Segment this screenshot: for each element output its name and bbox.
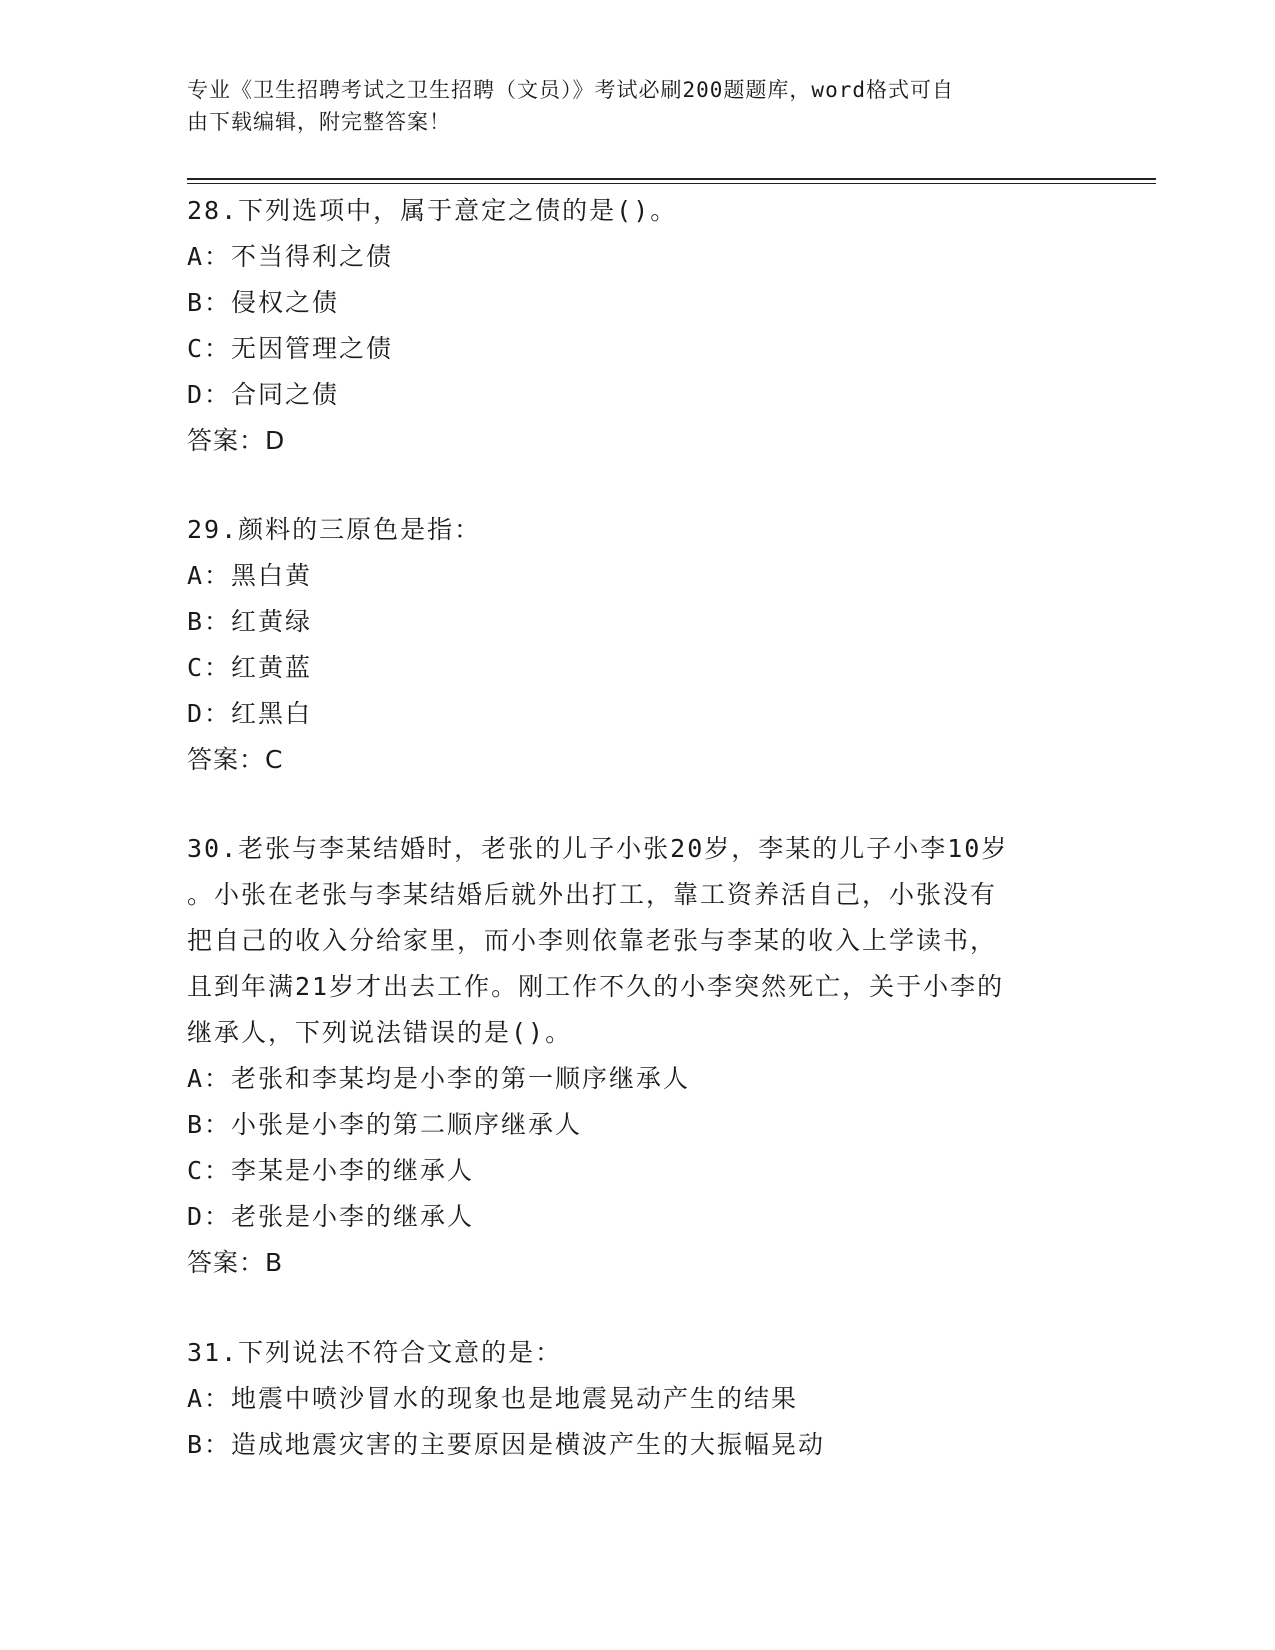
question-stem-line: 且到年满21岁才出去工作。刚工作不久的小李突然死亡，关于小李的 xyxy=(187,972,1005,1001)
option-b: B：侵权之债 xyxy=(187,288,340,317)
question-stem-line: 继承人，下列说法错误的是()。 xyxy=(187,1018,573,1047)
option-a: A：黑白黄 xyxy=(187,561,313,590)
header-line-1: 专业《卫生招聘考试之卫生招聘（文员）》考试必刷200题题库，word格式可自 xyxy=(187,78,954,102)
answer-label: 答案：B xyxy=(187,1248,284,1277)
question-stem-line: 30.老张与李某结婚时，老张的儿子小张20岁，李某的儿子小李10岁 xyxy=(187,834,1009,863)
question-29 xyxy=(187,507,1087,783)
question-stem: 29.颜料的三原色是指： xyxy=(187,515,482,544)
option-b: B：造成地震灾害的主要原因是横波产生的大振幅晃动 xyxy=(187,1430,826,1459)
header-divider-thin xyxy=(187,183,1156,184)
option-b: B：红黄绿 xyxy=(187,607,313,636)
option-c: C：李某是小李的继承人 xyxy=(187,1156,475,1185)
option-c: C：红黄蓝 xyxy=(187,653,313,682)
header-divider-thick xyxy=(187,178,1156,180)
header-line-2: 由下载编辑，附完整答案！ xyxy=(187,110,451,134)
option-d: D：老张是小李的继承人 xyxy=(187,1202,475,1231)
answer-label: 答案：C xyxy=(187,745,284,774)
option-d: D：红黑白 xyxy=(187,699,313,728)
question-stem xyxy=(187,826,1087,1056)
option-b: B：小张是小李的第二顺序继承人 xyxy=(187,1110,583,1139)
question-28 xyxy=(187,188,1087,464)
option-d: D：合同之债 xyxy=(187,380,340,409)
document-header xyxy=(187,74,1067,138)
question-stem: 28.下列选项中，属于意定之债的是()。 xyxy=(187,196,678,225)
question-31 xyxy=(187,1330,1087,1468)
question-stem: 31.下列说法不符合文意的是： xyxy=(187,1338,563,1367)
question-stem-line: 。小张在老张与李某结婚后就外出打工，靠工资养活自己，小张没有 xyxy=(187,880,998,909)
option-a: A：地震中喷沙冒水的现象也是地震晃动产生的结果 xyxy=(187,1384,799,1413)
question-stem-line: 把自己的收入分给家里，而小李则依靠老张与李某的收入上学读书， xyxy=(187,926,998,955)
question-30 xyxy=(187,826,1087,1286)
option-a: A：不当得利之债 xyxy=(187,242,394,271)
option-c: C：无因管理之债 xyxy=(187,334,394,363)
option-a: A：老张和李某均是小李的第一顺序继承人 xyxy=(187,1064,691,1093)
answer-label: 答案：D xyxy=(187,426,286,455)
